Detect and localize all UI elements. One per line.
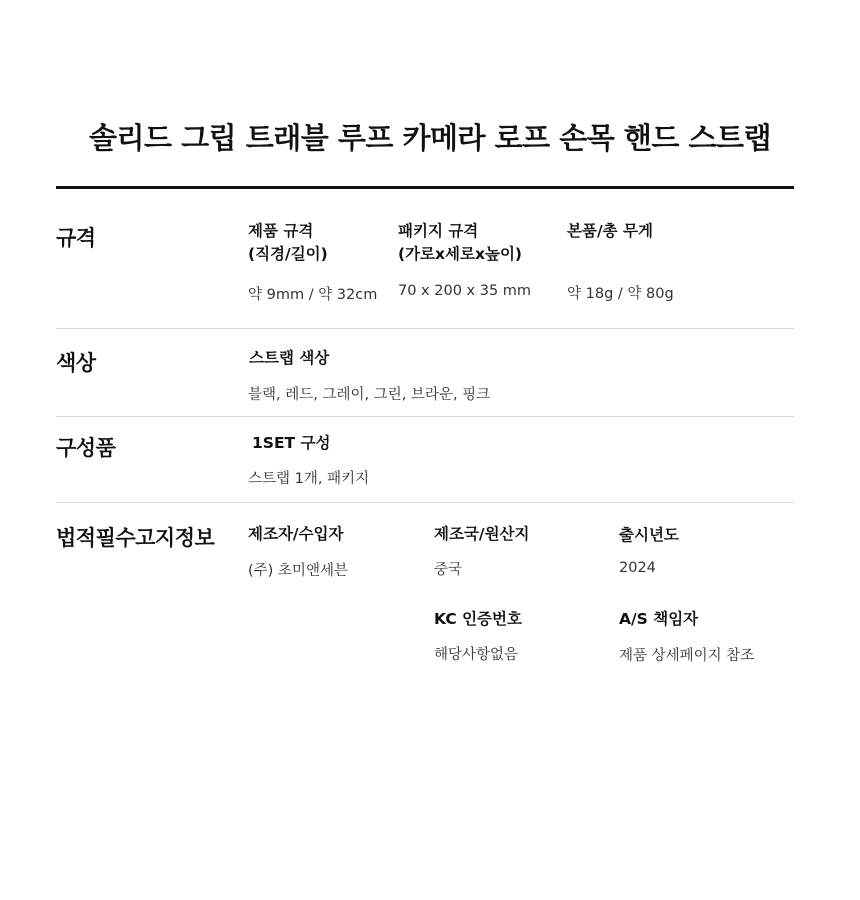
section-label-color: 색상 [56, 351, 96, 375]
section-label-spec: 규격 [56, 226, 96, 250]
legal-kc-value: 해당사항없음 [434, 647, 519, 663]
legal-origin-value: 중국 [434, 562, 463, 578]
legal-release-year-heading: 출시년도 [619, 526, 679, 544]
legal-release-year-value: 2024 [619, 560, 656, 576]
legal-as-value: 제품 상세페이지 참조 [619, 648, 755, 664]
section-divider [56, 328, 794, 329]
color-value: 블랙, 레드, 그레이, 그린, 브라운, 핑크 [248, 387, 491, 403]
legal-manufacturer-heading: 제조자/수입자 [248, 525, 344, 543]
color-heading: 스트랩 색상 [249, 349, 330, 367]
page-title: 솔리드 그립 트래블 루프 카메라 로프 손목 핸드 스트랩 [88, 121, 772, 155]
spec-product-size-value: 약 9mm / 약 32cm [248, 287, 378, 303]
section-divider [56, 416, 794, 417]
section-label-legal: 법적필수고지정보 [56, 526, 215, 550]
spec-weight-heading: 본품/총 무게 [567, 222, 653, 240]
spec-weight-value: 약 18g / 약 80g [567, 286, 674, 302]
legal-kc-heading: KC 인증번호 [434, 610, 522, 628]
section-label-components: 구성품 [56, 436, 116, 460]
components-heading: 1SET 구성 [252, 434, 331, 452]
spec-package-size-value: 70 x 200 x 35 mm [398, 283, 532, 299]
legal-origin-heading: 제조국/원산지 [434, 525, 530, 543]
title-underline [56, 186, 794, 189]
spec-package-size-heading: 패키지 규격 (가로x세로x높이) [398, 222, 523, 263]
legal-as-heading: A/S 책임자 [619, 610, 699, 628]
spec-product-size-heading: 제품 규격 (직경/길이) [248, 222, 328, 263]
components-value: 스트랩 1개, 패키지 [248, 471, 370, 487]
legal-manufacturer-value: (주) 초미앤세븐 [248, 563, 348, 579]
section-divider [56, 502, 794, 503]
